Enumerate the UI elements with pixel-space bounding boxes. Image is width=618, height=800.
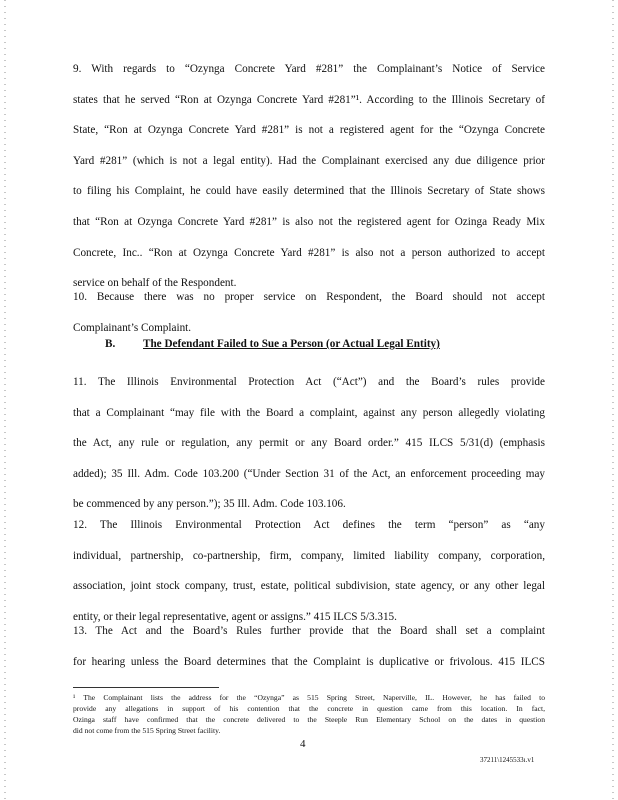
paragraph-line: be commenced by any person.”); 35 Ill. Adm. Code 103.106. [73,498,346,511]
footnote-divider [73,687,219,688]
paragraph-line: 11. The Illinois Environmental Protection Act (“Act”) and the Board’s rules provide [73,376,545,388]
paragraph-line: to filing his Complaint, he could have easily determined that the Illinois Secretary of State shows [73,185,545,198]
paragraph-line: for hearing unless the Board determines that the Complaint is duplicative or frivolous. 415 ILCS [73,655,545,668]
section-letter: B. [105,338,116,350]
paragraph-line: states that he served “Ron at Ozynga Concrete Yard #281”¹. According to the Illinois Secretary of [73,93,545,106]
paragraph-12 [73,510,545,632]
footnote-line: ¹ The Complainant lists the address for the “Ozynga” as 515 Spring Street, Naperville, IL. However, he has failed to [73,693,545,702]
paragraph-line: 12. The Illinois Environmental Protection Act defines the term “person” as “any [73,519,545,531]
paragraph-13 [73,616,545,677]
page-number: 4 [300,738,306,750]
paragraph-line: 9. With regards to “Ozynga Concrete Yard #281” the Complainant’s Notice of Service [73,63,545,75]
footnote-line: Ozinga staff have confirmed that the concrete delivered to the Steeple Run Elementary School on the dates in question [73,715,545,724]
paragraph-line: individual, partnership, co-partnership, firm, company, limited liability company, corporation, [73,549,545,562]
paragraph-line: that “Ron at Ozynga Concrete Yard #281” is also not the registered agent for Ozinga Ready Mix [73,215,545,228]
paragraph-line: added); 35 Ill. Adm. Code 103.200 (“Under Section 31 of the Act, an enforcement proceeding may [73,467,545,480]
paragraph-line: Complainant’s Complaint. [73,321,192,334]
paragraph-10 [73,282,545,343]
section-title: The Defendant Failed to Sue a Person (or Actual Legal Entity) [143,338,440,350]
paragraph-line: 10. Because there was no proper service on Respondent, the Board should not accept [73,291,545,303]
paragraph-9 [73,54,545,299]
paragraph-line: the Act, any rule or regulation, any permit or any Board order.” 415 ILCS 5/31(d) (emphasis [73,437,545,450]
footnote [73,692,545,736]
paragraph-line: 13. The Act and the Board’s Rules further provide that the Board shall set a complaint [73,625,545,637]
right-margin-marks [612,0,614,800]
left-margin-marks [4,0,6,800]
paragraph-line: Concrete, Inc.. “Ron at Ozynga Concrete Yard #281” is also not a person authorized to accept [73,246,545,259]
paragraph-line: entity, or their legal representative, agent or assigns.” 415 ILCS 5/3.315. [73,610,397,623]
footnote-line: did not come from the 515 Spring Street facility. [73,726,221,735]
paragraph-line: that a Complainant “may file with the Board a complaint, against any person allegedly violating [73,406,545,419]
footnote-line: provide any allegations in support of his contention that the concrete in question came from this location. In fact, [73,704,545,713]
paragraph-line: State, “Ron at Ozynga Concrete Yard #281” is not a registered agent for the “Ozynga Concrete [73,124,545,137]
paragraph-line: association, joint stock company, trust, estate, political subdivision, state agency, or any other legal [73,580,545,593]
paragraph-line: service on behalf of the Respondent. [73,277,237,290]
document-id: 37211\1245533ı.v1 [480,756,535,764]
section-heading [105,338,440,350]
paragraph-line: Yard #281” (which is not a legal entity). Had the Complainant exercised any due diligence prior [73,154,545,167]
paragraph-11 [73,367,545,520]
